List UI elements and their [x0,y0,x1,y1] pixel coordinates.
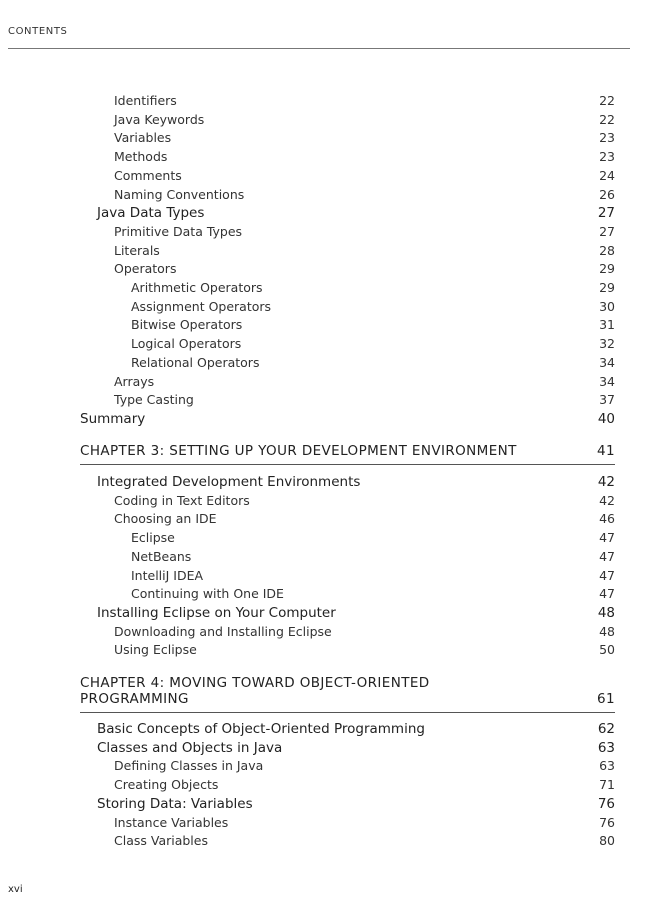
toc-entry-title: Identifiers [114,93,177,108]
toc-entry-title: Arrays [114,373,155,389]
toc-entry-title: Literals [114,242,160,258]
chapter-rule [80,464,615,465]
toc-entry[interactable] [131,299,615,314]
chapter-3-heading[interactable] [80,443,615,465]
toc-entry-title: Java Data Types [97,205,205,222]
toc-entry-page: 27 [599,223,615,239]
toc-entry-title: Comments [114,167,182,183]
toc-entry[interactable] [114,758,615,773]
page-folio: xvi [8,884,23,895]
toc-entry-title: Coding in Text Editors [114,492,250,508]
toc-entry-page: 27 [597,205,615,222]
toc-entry[interactable] [114,187,615,202]
toc-entry[interactable] [114,833,615,848]
toc-entry[interactable] [131,549,615,564]
toc-entry-title: Continuing with One IDE [131,586,284,602]
toc-entry[interactable] [131,568,615,583]
toc-entry-page: 71 [599,777,615,793]
toc-entry-title: Operators [114,261,177,277]
toc-entry-title: Basic Concepts of Object-Oriented Programming [97,721,425,737]
toc-entry-page: 32 [599,336,615,352]
toc-entry-title: Downloading and Installing Eclipse [114,623,332,639]
toc-entry-title: Java Keywords [114,111,205,127]
toc-entry-page: 23 [599,149,615,165]
toc-entry[interactable] [114,374,615,389]
toc-entry[interactable] [114,93,615,108]
chapter-page: 41 [597,443,615,459]
chapter-rule [80,712,615,713]
toc-entry[interactable] [97,474,615,490]
toc-entry-title: Class Variables [114,833,208,849]
toc-entry-page: 34 [599,354,615,370]
toc-entry-page: 37 [599,392,615,408]
toc-entry[interactable] [114,392,615,407]
toc-entry-title: Installing Eclipse on Your Computer [97,604,336,621]
toc-entry-title: Methods [114,149,168,165]
toc-entry[interactable] [97,796,615,812]
toc-entry-title: Eclipse [131,530,175,546]
toc-entry-page: 47 [599,530,615,546]
toc-entry-page: 62 [597,721,615,737]
toc-entry-title: Classes and Objects in Java [97,739,283,756]
toc-entry[interactable] [131,280,615,295]
toc-entry-title: Creating Objects [114,777,219,793]
toc-entry-page: 47 [599,586,615,602]
toc-entry-page: 29 [599,261,615,277]
toc-entry-title: Instance Variables [114,814,229,830]
toc-entry[interactable] [114,642,615,657]
toc-entry-page: 28 [599,242,615,258]
toc-entry-title: Type Casting [114,392,194,408]
toc-entry[interactable] [114,777,615,792]
toc-entry[interactable] [131,355,615,370]
toc-entry-title: Bitwise Operators [131,317,243,333]
toc-entry[interactable] [114,493,615,508]
toc-entry-title: Integrated Development Environments [97,474,361,490]
toc-entry[interactable] [114,130,615,145]
toc-entry-page: 63 [597,739,615,756]
toc-entry[interactable] [131,530,615,545]
chapter-title: CHAPTER 4: MOVING TOWARD OBJECT-ORIENTED [80,675,430,691]
toc-entry-page: 48 [599,623,615,639]
toc-entry[interactable] [114,243,615,258]
toc-entry-page: 29 [599,280,615,295]
toc-entry-page: 47 [599,548,615,564]
toc-entry[interactable] [97,205,615,221]
toc-entry-page: 22 [599,111,615,127]
toc-entry[interactable] [114,511,615,526]
toc-entry[interactable] [114,149,615,164]
toc-entry-page: 22 [599,93,615,108]
toc-entry-page: 76 [599,814,615,830]
toc-entry-title: Storing Data: Variables [97,795,253,812]
toc-entry[interactable] [97,740,615,756]
toc-entry-page: 34 [599,373,615,389]
toc-entry[interactable] [80,411,615,427]
toc-entry-page: 63 [599,758,615,774]
toc-entry[interactable] [114,168,615,183]
toc-entry-page: 48 [597,604,615,621]
chapter-title-cont: PROGRAMMING [80,691,189,707]
toc-entry-title: Relational Operators [131,354,260,370]
toc-entry-page: 80 [599,833,615,849]
toc-entry-title: Defining Classes in Java [114,758,264,774]
toc-entry-title: Arithmetic Operators [131,280,263,295]
toc-entry[interactable] [114,112,615,127]
toc-entry-page: 46 [599,511,615,527]
toc-entry[interactable] [131,586,615,601]
toc-entry-page: 47 [599,567,615,583]
toc-entry-title: Naming Conventions [114,186,245,202]
toc-entry-page: 42 [599,492,615,508]
toc-entry[interactable] [97,721,615,737]
toc-entry-title: Summary [80,410,146,427]
toc-entry[interactable] [114,261,615,276]
toc-entry-title: Using Eclipse [114,642,197,658]
toc-entry[interactable] [97,605,615,621]
toc-entry-title: Variables [114,130,172,146]
toc-entry[interactable] [114,224,615,239]
toc-entry-page: 42 [597,474,615,490]
toc-entry-page: 23 [599,130,615,146]
toc-entry-title: Logical Operators [131,336,242,352]
toc-entry-title: Assignment Operators [131,298,272,314]
toc-entry-page: 40 [597,410,615,427]
toc-entry-page: 26 [599,186,615,202]
toc-entry-page: 31 [599,317,615,333]
toc-entry[interactable] [114,815,615,830]
toc-entry-page: 76 [597,795,615,812]
toc-entry[interactable] [131,336,615,351]
toc-entry-title: IntelliJ IDEA [131,567,204,583]
toc-entry-title: Choosing an IDE [114,511,217,527]
toc-entry-page: 24 [599,167,615,183]
toc-entry-page: 30 [599,298,615,314]
toc-entry-title: NetBeans [131,548,192,564]
chapter-title: CHAPTER 3: SETTING UP YOUR DEVELOPMENT ENVIRONMENT [80,443,517,459]
running-head: CONTENTS [8,26,68,37]
chapter-4-heading[interactable] [80,675,615,713]
toc-entry[interactable] [114,624,615,639]
chapter-page: 61 [597,691,615,707]
toc-entry[interactable] [131,317,615,332]
toc-entry-page: 50 [599,642,615,658]
toc-entry-title: Primitive Data Types [114,223,243,239]
